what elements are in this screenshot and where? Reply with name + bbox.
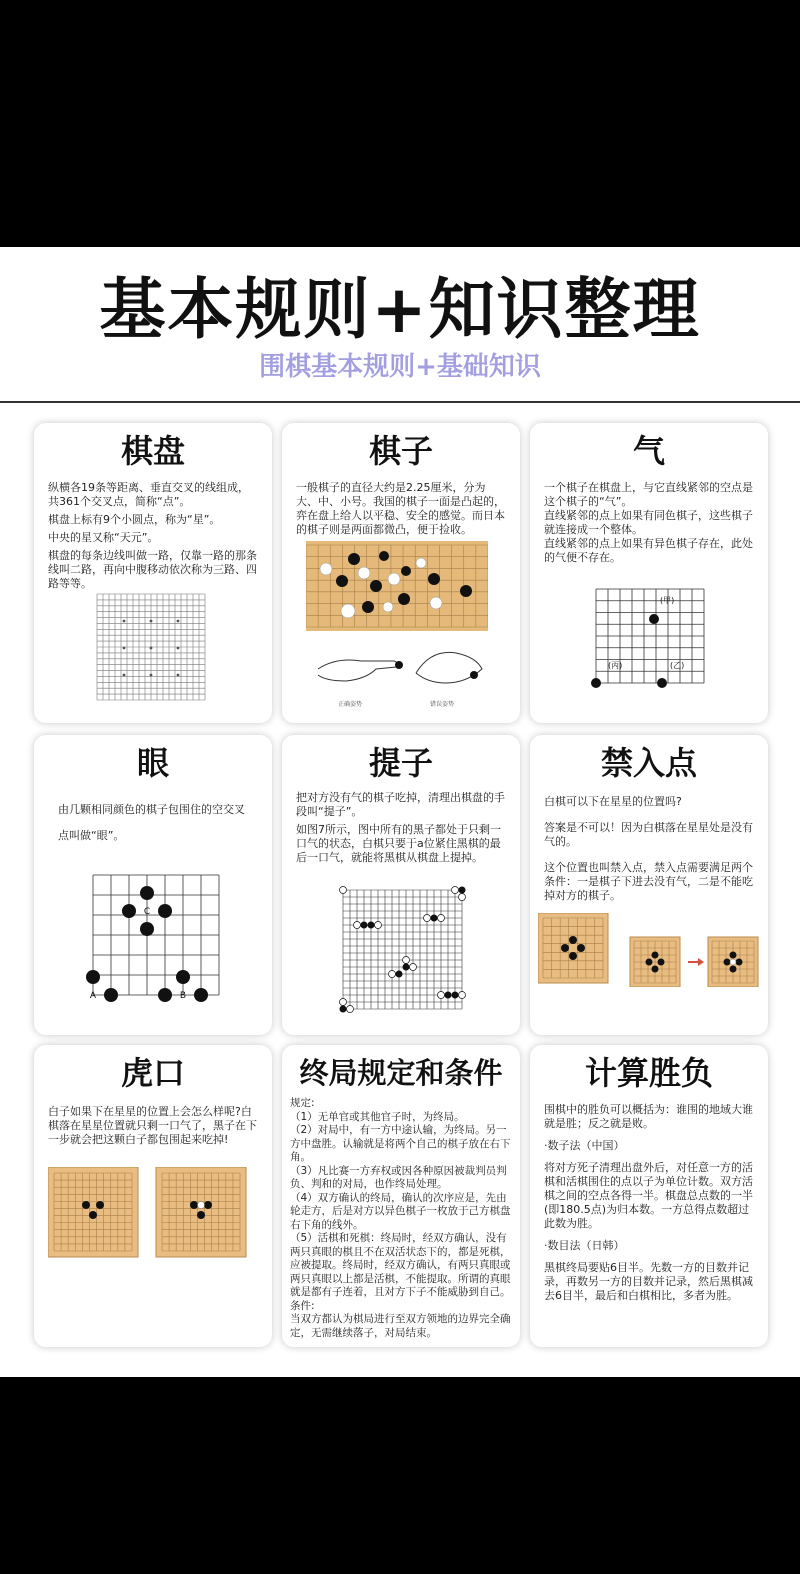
- caption-wrong: 错误姿势: [430, 701, 455, 708]
- infographic-page: [0, 247, 800, 1377]
- card-endgame-title: 终局规定和条件: [299, 1056, 503, 1090]
- endgame-text-8: 当双方都认为棋局进行至双方领地的边界完全确定，无需继续落子，对局结束。: [290, 1313, 511, 1339]
- caption-correct: 正确姿势: [338, 701, 363, 708]
- liberty-label-yi: (乙): [670, 661, 685, 670]
- stones-text-1: 一般棋子的直径大约是2.25厘米，分为大、中、小号。我国的棋子一面是凸起的，弈在盘上给人以平稳、安全的感觉。而日本的棋子则是两面都微凸，便于捡收。: [296, 481, 505, 536]
- card-scoring: [530, 1045, 768, 1347]
- liberty-diagram: [590, 585, 708, 695]
- card-stones: [282, 423, 520, 723]
- forbidden-text-1: 白棋可以下在星星的位置吗?: [544, 795, 682, 808]
- card-eye: [34, 735, 272, 1035]
- forbidden-diagrams: [538, 913, 760, 987]
- card-tiger-mouth: [34, 1045, 272, 1347]
- tiger-diagrams: [48, 1167, 248, 1259]
- card-board: [34, 423, 272, 723]
- board-grid-diagram: [96, 593, 206, 701]
- board-text-1: 纵横各19条等距离、垂直交叉的线组成，共361个交叉点，简称“点”。: [48, 481, 249, 508]
- liberty-text-3: 直线紧邻的点上如果有异色棋子存在，此处的气便不存在。: [544, 537, 753, 564]
- divider: [0, 401, 800, 403]
- card-tiger-title: 虎口: [120, 1054, 185, 1092]
- page-title: 基本规则+知识整理: [99, 271, 701, 348]
- card-liberty-title: 气: [632, 432, 665, 470]
- forbidden-text-3: 这个位置也叫禁入点，禁入点需要满足两个条件：一是棋子下进去没有气，二是不能吃掉对方的棋子。: [544, 861, 753, 902]
- endgame-text-2: （1）无单官或其他官子时，为终局。: [290, 1110, 465, 1123]
- eye-diagram: [84, 873, 224, 1005]
- liberty-text-1: 一个棋子在棋盘上，与它直线紧邻的空点是这个棋子的“气”。: [544, 481, 753, 508]
- stones-photo: [306, 541, 488, 631]
- card-forbidden-title: 禁入点: [600, 744, 697, 782]
- card-board-title: 棋盘: [120, 432, 185, 470]
- capture-text-1: 把对方没有气的棋子吃掉，清理出棋盘的手段叫“提子”。: [296, 791, 505, 818]
- endgame-text-3: （2）对局中，有一方中途认输，为终局。另一方中盘胜。认输就是将两个自己的棋子放在右下角。: [290, 1124, 511, 1163]
- endgame-text-7: 条件:: [290, 1299, 315, 1312]
- card-scoring-title: 计算胜负: [584, 1054, 713, 1092]
- endgame-text-1: 规定:: [290, 1097, 315, 1109]
- eye-text-1: 由几颗相同颜色的棋子包围住的空交叉点叫做“眼”。: [58, 803, 245, 842]
- endgame-text-6: （5）活棋和死棋：终局时，经双方确认，没有两只真眼的棋且不在双活状态下的，都是死棋，应被提取。终局时，经双方确认，有两只真眼或两只真眼以上都是活棋，不能提取。所谓的真眼就是都有子连着，且对方下子不能威胁到自己。: [290, 1232, 511, 1298]
- liberty-label-jia: (甲): [660, 596, 675, 605]
- page-subtitle: 围棋基本规则+基础知识: [259, 352, 541, 382]
- card-capture: [282, 735, 520, 1035]
- hand-posture-illustration: [316, 639, 486, 695]
- scoring-text-3: 将对方死子清理出盘外后，对任意一方的活棋和活棋围住的点以子为单位计数。双方活棋之间的空点各得一半。棋盘总点数的一半(即180.5点)为归本数。一方总得点数超过此数为胜。: [544, 1161, 753, 1230]
- eye-label-a: A: [89, 991, 97, 1001]
- eye-label-c: C: [143, 907, 151, 917]
- card-eye-title: 眼: [136, 744, 169, 782]
- liberty-text-2: 直线紧邻的点上如果有同色棋子，这些棋子就连接成一个整体。: [544, 509, 753, 536]
- card-stones-title: 棋子: [368, 432, 433, 470]
- board-text-3: 中央的星又称“天元”。: [48, 531, 159, 544]
- capture-diagram: [336, 883, 470, 1017]
- scoring-text-1: 围棋中的胜负可以概括为：谁围的地域大谁就是胜；反之就是败。: [544, 1103, 753, 1130]
- card-endgame: [282, 1045, 520, 1347]
- capture-text-2: 如图7所示，图中所有的黑子都处于只剩一口气的状态，白棋只要于a位紧住黑棋的最后一口气，就能将黑棋从棋盘上提掉。: [296, 823, 501, 864]
- liberty-label-bing: (丙): [608, 661, 623, 670]
- endgame-text-4: （3）凡比赛一方弃权或因各种原因被裁判员判负、判和的对局，也作终局处理。: [290, 1164, 507, 1190]
- scoring-text-5: 黑棋终局要贴6目半。先数一方的目数并记录，再数另一方的目数并记录，然后黑棋减去6目半，最后和白棋相比，多者为胜。: [544, 1261, 753, 1302]
- scoring-text-2: ·数子法（中国）: [544, 1139, 625, 1152]
- scoring-text-4: ·数目法（日韩）: [544, 1239, 625, 1252]
- card-liberty: [530, 423, 768, 723]
- card-capture-title: 提子: [368, 744, 433, 782]
- endgame-text-5: （4）双方确认的终局，确认的次序应是，先由轮走方，后是对方以异色棋子一枚放于己方棋盘右下角的线外。: [290, 1191, 511, 1231]
- card-forbidden: [530, 735, 768, 1035]
- forbidden-text-2: 答案是不可以！因为白棋落在星星处是没有气的。: [544, 821, 753, 848]
- board-text-2: 棋盘上标有9个小圆点，称为“星”。: [48, 513, 221, 526]
- tiger-text-1: 白子如果下在星星的位置上会怎么样呢?白棋落在星星位置就只剩一口气了，黑子在下一步就会把这颗白子都包围起来吃掉!: [48, 1105, 257, 1146]
- eye-label-b: B: [179, 991, 187, 1001]
- board-text-4: 棋盘的每条边线叫做一路，仅靠一路的那条线叫二路，再向中腹移动依次称为三路、四路等等。: [48, 549, 257, 590]
